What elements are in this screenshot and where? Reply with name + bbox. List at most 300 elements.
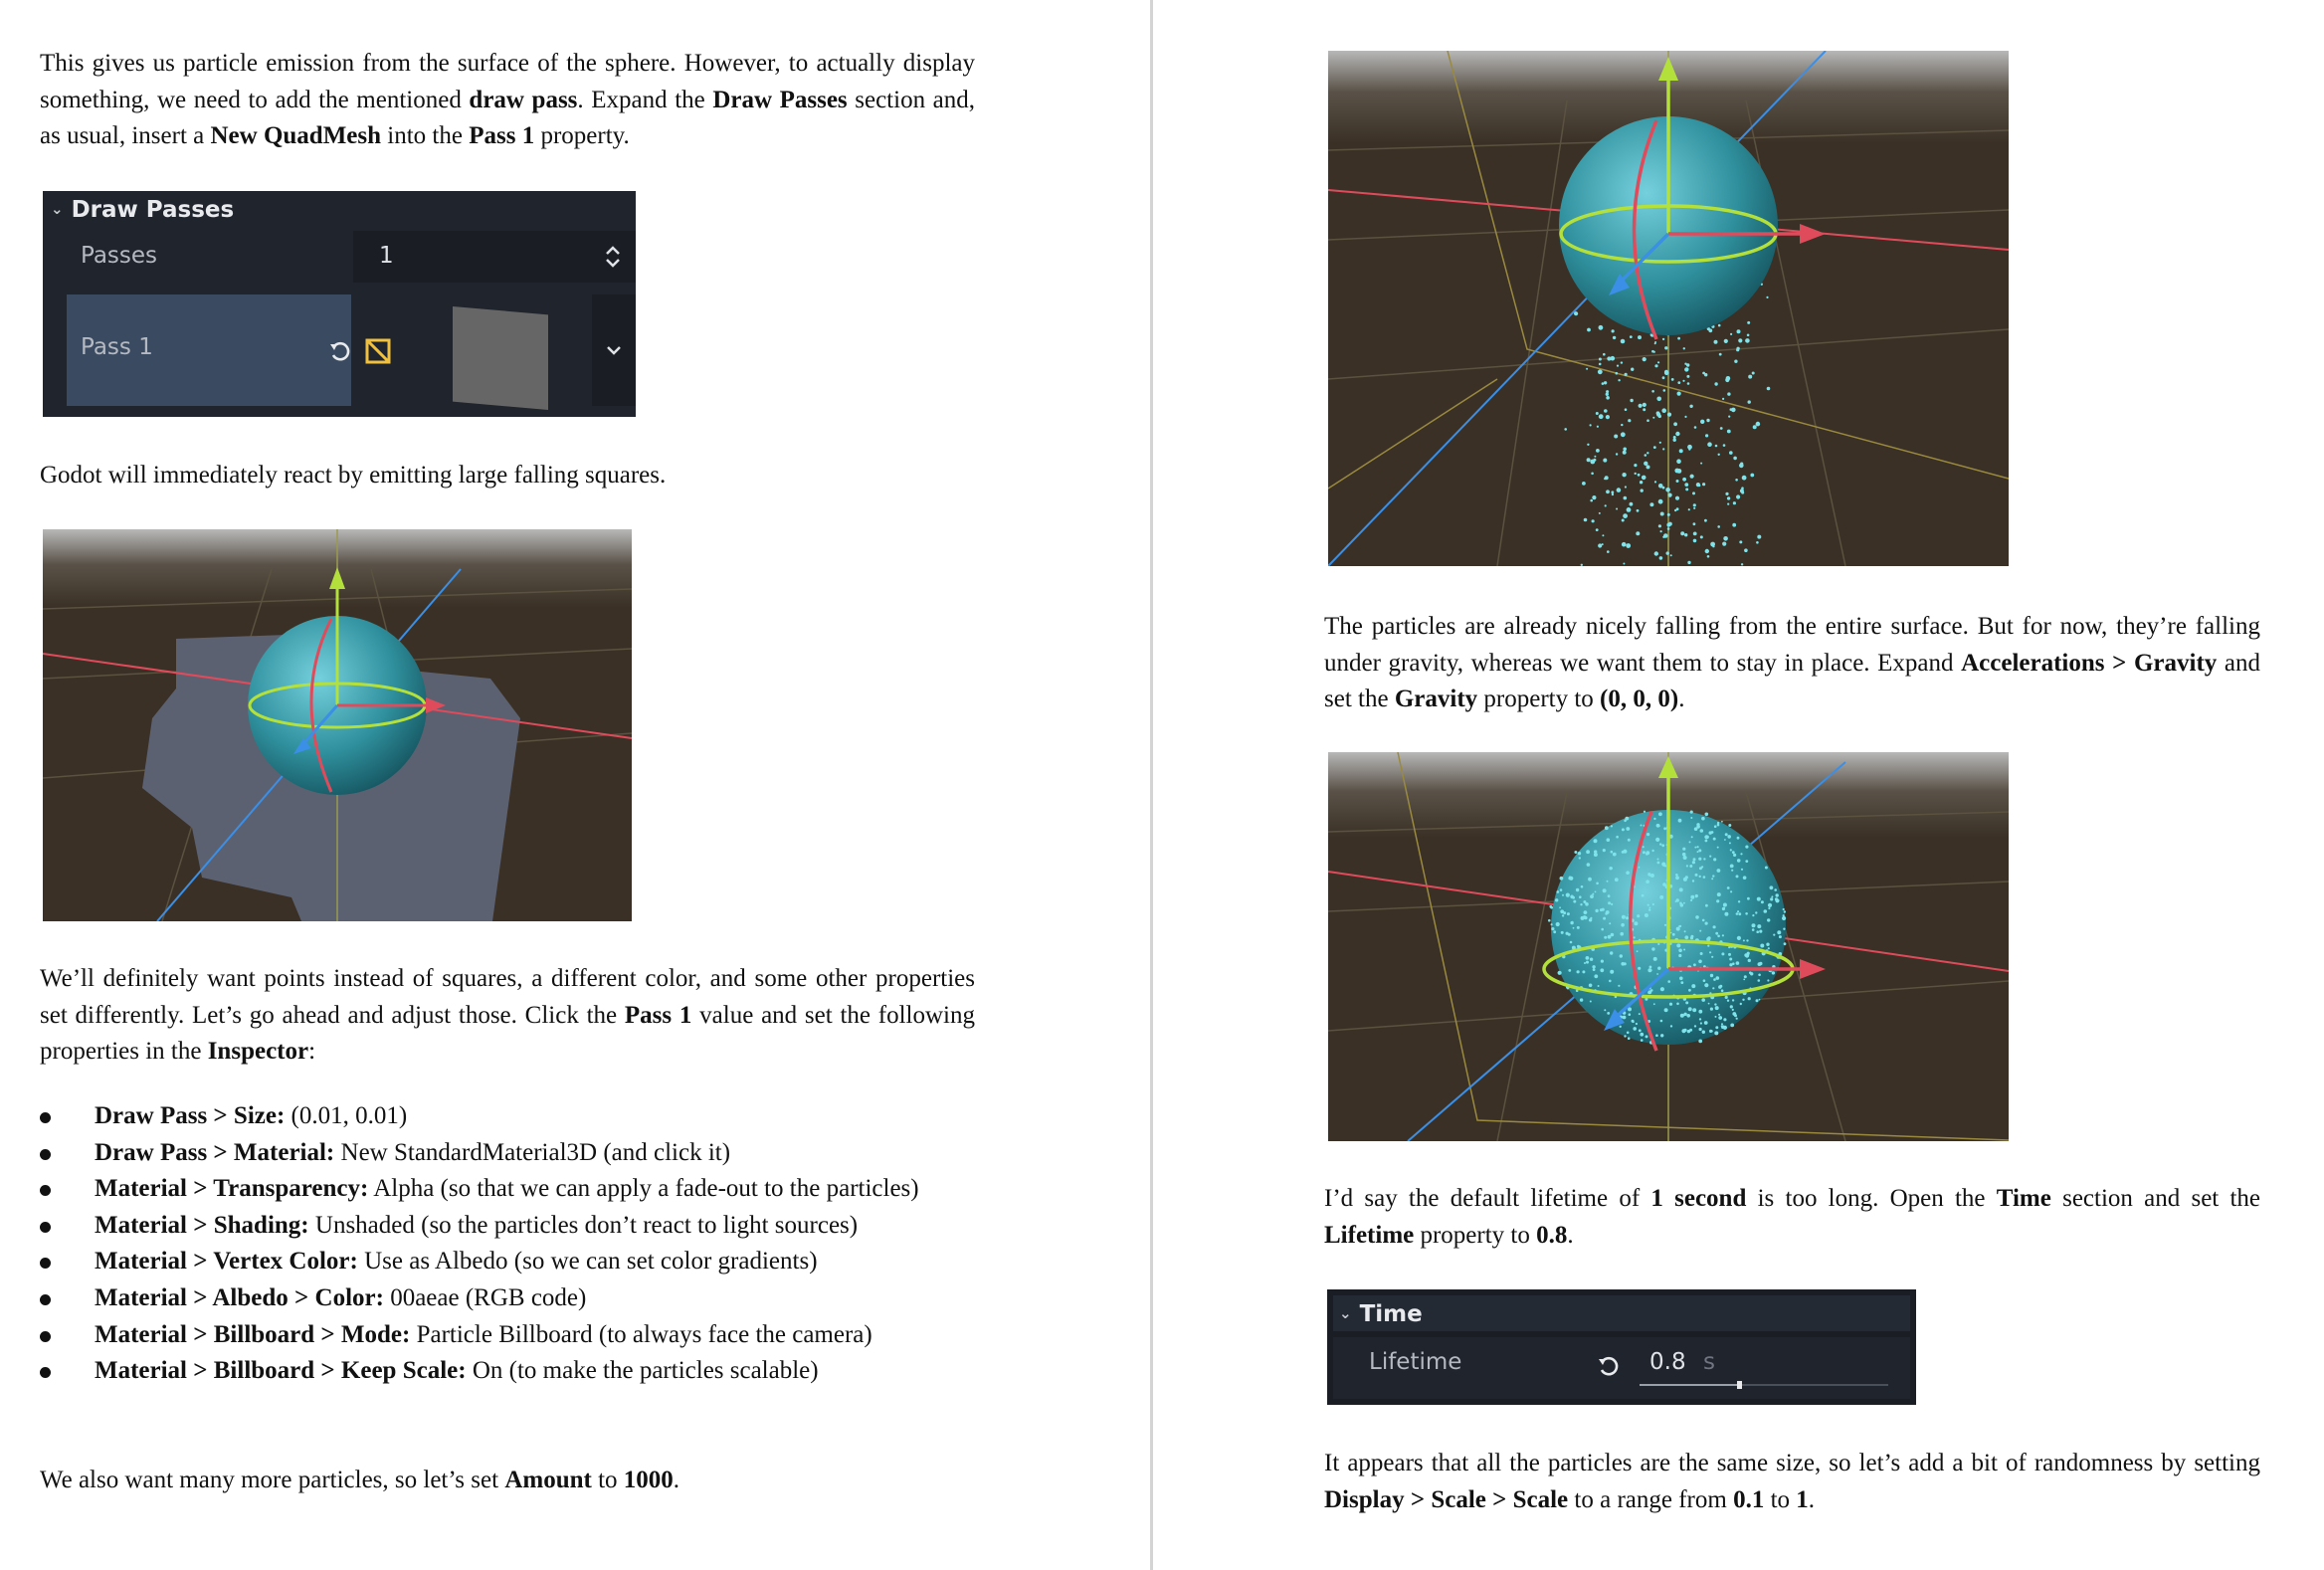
particle-dot <box>1699 930 1701 932</box>
particle-dot <box>1784 942 1787 945</box>
particle-dot <box>1655 838 1659 842</box>
particle-dot <box>1587 444 1589 446</box>
particle-dot <box>1693 858 1696 861</box>
particle-dot <box>1705 434 1708 437</box>
particle-dot <box>1644 462 1647 466</box>
lifetime-slider-knob[interactable] <box>1737 1381 1742 1389</box>
particle-dot <box>1556 922 1560 926</box>
particle-dot <box>1688 508 1690 510</box>
particle-dot <box>1649 966 1652 969</box>
particle-dot <box>1704 519 1707 522</box>
pass1-label: Pass 1 <box>81 334 153 360</box>
particle-dot <box>1755 911 1757 913</box>
particle-dot <box>1599 512 1601 514</box>
spinner-arrows-icon[interactable] <box>604 244 622 270</box>
particle-dot <box>1699 1018 1701 1020</box>
particle-dot <box>1727 886 1730 889</box>
particle-dot <box>1756 541 1759 544</box>
particle-dot <box>1551 923 1553 925</box>
particle-dot <box>1548 919 1551 922</box>
particle-dot <box>1596 528 1599 531</box>
particle-dot <box>1583 900 1586 903</box>
page-divider <box>1150 0 1153 1570</box>
particle-dot <box>1591 473 1594 476</box>
particle-dot <box>1654 551 1658 555</box>
particle-dot <box>1703 876 1706 879</box>
particle-dot <box>1761 900 1764 903</box>
particle-dot <box>1693 539 1697 543</box>
particle-dot <box>1593 968 1596 971</box>
particle-dot <box>1685 488 1688 491</box>
particle-dot <box>1684 483 1688 487</box>
pass1-row <box>43 294 636 406</box>
particle-dot <box>1650 989 1653 992</box>
particle-dot <box>1721 989 1724 992</box>
particle-dot <box>1621 361 1623 363</box>
particle-dot <box>1779 935 1782 938</box>
particle-dot <box>1625 408 1628 411</box>
particle-dot <box>1628 839 1631 842</box>
particle-dot <box>1617 488 1622 492</box>
particle-dot <box>1655 1034 1658 1037</box>
particle-dot <box>1700 535 1703 538</box>
bullet-dot <box>40 1222 51 1233</box>
particle-dot <box>1602 543 1604 545</box>
particle-dot <box>1598 543 1602 547</box>
particle-dot <box>1713 858 1716 861</box>
particle-dot <box>1748 997 1751 1000</box>
bullet-dot <box>40 1294 51 1305</box>
particle-dot <box>1705 922 1708 925</box>
particle-dot <box>1662 448 1664 450</box>
particle-dot <box>1738 338 1742 342</box>
particle-dot <box>1654 364 1657 367</box>
particle-dot <box>1664 1008 1668 1012</box>
particle-dot <box>1678 819 1682 823</box>
particle-dot <box>1782 916 1786 920</box>
particle-dot <box>1566 893 1570 897</box>
list-item: Draw Pass > Material: New StandardMaterial3D (and click it) <box>40 1135 985 1172</box>
particle-dot <box>1692 880 1694 882</box>
particle-dot <box>1590 917 1592 919</box>
particle-dot <box>1682 478 1686 482</box>
particle-dot <box>1732 851 1735 854</box>
particle-dot <box>1570 895 1574 899</box>
lifetime-slider-field[interactable] <box>1636 1341 1896 1393</box>
particle-dot <box>1703 858 1705 860</box>
particle-dot <box>1715 1016 1717 1018</box>
quadmesh-preview <box>453 306 548 410</box>
particle-dot <box>1562 894 1564 896</box>
particle-dot <box>1656 973 1658 975</box>
particle-dot <box>1653 351 1655 353</box>
particle-dot <box>1675 432 1679 436</box>
particle-dot <box>1737 859 1741 863</box>
particle-dot <box>1587 458 1591 462</box>
particle-dot <box>1623 448 1627 452</box>
particle-dot <box>1694 426 1697 429</box>
particle-dot <box>1662 376 1665 379</box>
particle-dot <box>1679 925 1681 927</box>
pass1-value[interactable] <box>353 294 592 406</box>
particle-dot <box>1607 838 1611 842</box>
particle-dot <box>1622 851 1625 854</box>
particle-dot <box>1669 1003 1672 1006</box>
particle-dot <box>1610 970 1614 974</box>
particle-dot <box>1651 850 1653 852</box>
passes-spinbox[interactable] <box>353 231 636 283</box>
particle-dot <box>1637 950 1639 952</box>
particle-dot <box>1691 984 1695 988</box>
particle-dot <box>1564 428 1567 431</box>
particle-dot <box>1743 939 1745 941</box>
particle-dot <box>1687 561 1690 564</box>
particle-dot <box>1630 399 1633 402</box>
particle-dot <box>1688 1007 1692 1011</box>
particle-dot <box>1599 414 1604 419</box>
particle-dot <box>1690 475 1694 479</box>
particle-dot <box>1658 812 1662 816</box>
particle-dot <box>1758 962 1762 966</box>
particle-dot <box>1757 924 1761 928</box>
particle-dot <box>1602 382 1605 385</box>
particle-dot <box>1663 533 1668 538</box>
particle-dot <box>1718 454 1720 456</box>
particle-dot <box>1592 495 1596 499</box>
particle-dot <box>1686 865 1688 867</box>
particle-dot <box>1608 894 1611 897</box>
particle-dot <box>1642 476 1646 481</box>
particle-dot <box>1745 860 1748 863</box>
passes-value: 1 <box>379 243 394 269</box>
particle-dot <box>1611 851 1614 854</box>
particle-dot <box>1673 439 1676 442</box>
particle-dot <box>1731 870 1733 872</box>
particle-dot <box>1698 1010 1702 1014</box>
particle-dot <box>1639 867 1641 869</box>
particle-dot <box>1727 835 1731 839</box>
particle-dot <box>1649 502 1653 506</box>
particle-dot <box>1736 1018 1738 1020</box>
particle-dot <box>1721 1025 1725 1029</box>
particle-dot <box>1668 522 1672 526</box>
particle-dot <box>1756 999 1759 1002</box>
particle-dot <box>1641 1039 1644 1042</box>
particle-dot <box>1584 962 1586 964</box>
particle-dot <box>1718 1014 1720 1016</box>
particle-dot <box>1558 971 1562 975</box>
particle-dot <box>1622 519 1625 522</box>
particle-dot <box>1660 1020 1663 1023</box>
particle-dot <box>1689 405 1692 408</box>
particle-dot <box>1736 348 1739 351</box>
particle-dot <box>1747 334 1750 337</box>
particle-dot <box>1673 422 1677 426</box>
particle-dot <box>1607 881 1609 883</box>
particle-dot <box>1574 311 1578 315</box>
particle-dot <box>1639 1029 1642 1032</box>
particle-dot <box>1677 337 1680 340</box>
particle-dot <box>1606 396 1610 400</box>
particle-dot <box>1738 900 1740 902</box>
particle-dot <box>1725 833 1728 836</box>
particle-dot <box>1643 357 1646 361</box>
particle-dot <box>1625 486 1627 488</box>
time-panel <box>1327 1289 1916 1405</box>
particle-dot <box>1710 1008 1713 1011</box>
particle-dot <box>1600 968 1604 972</box>
particle-dot <box>1598 369 1603 374</box>
particle-dot <box>1630 502 1634 506</box>
particle-dot <box>1721 952 1724 955</box>
particle-dot <box>1646 465 1650 469</box>
particle-dot <box>1703 979 1706 982</box>
particle-dot <box>1594 974 1598 978</box>
particle-dot <box>1707 442 1712 447</box>
particle-dot <box>1549 905 1552 908</box>
particle-dot <box>1741 869 1743 871</box>
particle-dot <box>1577 926 1580 929</box>
particle-dot <box>1657 943 1659 945</box>
particle-dot <box>1766 943 1769 946</box>
particle-dot <box>1733 854 1736 857</box>
particle-dot <box>1698 485 1700 487</box>
particle-dot <box>1764 909 1768 913</box>
particle-dot <box>1617 365 1619 367</box>
particle-dot <box>1704 1021 1708 1025</box>
particle-dot <box>1730 333 1732 335</box>
particle-dot <box>1699 867 1702 870</box>
particle-dot <box>1758 974 1761 977</box>
particle-dot <box>1722 934 1724 936</box>
particle-dot <box>1756 422 1761 427</box>
particle-dot <box>1736 961 1740 965</box>
property-bullet-list <box>40 1098 985 1390</box>
particle-dot <box>1692 861 1695 864</box>
particle-dot <box>1745 338 1750 343</box>
particle-dot <box>1603 917 1606 920</box>
particle-dot <box>1596 412 1599 415</box>
time-header[interactable] <box>1339 1295 1423 1331</box>
particle-dot <box>1650 969 1652 971</box>
particle-dot <box>1770 897 1773 900</box>
particle-dot <box>1768 903 1772 907</box>
particle-dot <box>1594 456 1596 458</box>
paragraph-falling-squares: Godot will immediately react by emitting large falling squares. <box>40 462 667 489</box>
particle-dot <box>1654 341 1656 343</box>
particle-dot <box>1603 888 1607 892</box>
particle-dot <box>1602 908 1605 911</box>
particle-dot <box>1706 836 1709 839</box>
particle-dot <box>1696 823 1699 826</box>
pass1-dropdown[interactable] <box>592 294 636 406</box>
particle-dot <box>1615 878 1619 882</box>
particle-dot <box>1768 907 1770 909</box>
particle-dot <box>1724 912 1728 916</box>
particle-dot <box>1643 846 1645 848</box>
particle-dot <box>1573 927 1575 929</box>
bullet-dot <box>40 1331 51 1342</box>
particle-dot <box>1638 474 1641 477</box>
pass1-property[interactable] <box>67 294 351 406</box>
particle-dot <box>1594 839 1598 843</box>
particle-dot <box>1570 921 1573 924</box>
particle-dot <box>1698 1040 1702 1044</box>
particle-dot <box>1723 903 1727 907</box>
particle-dot <box>1704 373 1707 376</box>
draw-passes-header[interactable] <box>51 191 234 227</box>
particle-dot <box>1690 817 1692 819</box>
particle-dot <box>1581 885 1584 888</box>
particle-dot <box>1659 895 1663 899</box>
particle-dot <box>1646 1035 1648 1038</box>
quadmesh-icon <box>365 338 391 364</box>
particle-dot <box>1718 985 1721 988</box>
particle-dot <box>1707 945 1709 947</box>
paragraph-draw-pass-intro: This gives us particle emission from the surface of the sphere. However, to actually display something, we need to add the mentioned draw pass. Expand the Draw Passes section and, as usual, insert a New QuadMesh into the Pass 1 property. <box>40 50 975 149</box>
particle-dot <box>1727 1000 1729 1002</box>
particle-dot <box>1597 426 1599 428</box>
particle-dot <box>1667 980 1670 983</box>
particle-dot <box>1596 449 1600 453</box>
bullet-dot <box>40 1112 51 1123</box>
particle-dot <box>1657 859 1659 861</box>
particle-dot <box>1676 480 1679 483</box>
chevron-down-icon: ⌄ <box>51 200 64 218</box>
particle-dot <box>1710 974 1713 977</box>
particle-dot <box>1676 927 1680 931</box>
particle-dot <box>1784 910 1786 912</box>
particle-dot <box>1721 1023 1723 1025</box>
particle-dot <box>1715 1026 1718 1029</box>
particle-dot <box>1725 996 1728 999</box>
particle-dot <box>1698 858 1701 861</box>
particle-dot <box>1612 329 1615 332</box>
particle-dot <box>1604 459 1607 462</box>
particle-dot <box>1590 499 1593 502</box>
particle-dot <box>1690 899 1692 901</box>
particle-dot <box>1662 338 1664 340</box>
particle-dot <box>1714 1003 1716 1005</box>
particle-dot <box>1709 831 1712 834</box>
particle-dot <box>1692 1008 1696 1012</box>
particle-dot <box>1742 999 1744 1001</box>
particle-dot <box>1622 473 1626 477</box>
draw-passes-title: Draw Passes <box>71 197 235 223</box>
particle-dot <box>1736 912 1739 915</box>
particle-dot <box>1618 985 1620 987</box>
particle-dot <box>1620 932 1624 936</box>
particle-dot <box>1694 827 1698 831</box>
particle-dot <box>1616 836 1619 839</box>
particle-dot <box>1636 1023 1638 1025</box>
particle-dot <box>1684 935 1688 939</box>
particle-dot <box>1570 941 1573 944</box>
particle-dot <box>1661 408 1666 413</box>
particle-dot <box>1730 849 1732 851</box>
particle-dot <box>1737 837 1740 840</box>
list-item: Material > Vertex Color: Use as Albedo (so we can set color gradients) <box>40 1244 985 1280</box>
particle-dot <box>1720 427 1723 430</box>
particle-dot <box>1717 847 1719 849</box>
particle-dot <box>1721 821 1723 823</box>
particle-dot <box>1607 1012 1610 1015</box>
particle-dot <box>1660 512 1664 516</box>
list-item: Material > Billboard > Mode: Particle Billboard (to always face the camera) <box>40 1317 985 1354</box>
particle-dot <box>1683 856 1687 860</box>
list-item: Material > Billboard > Keep Scale: On (to make the particles scalable) <box>40 1353 985 1390</box>
particle-dot <box>1719 353 1722 356</box>
time-title: Time <box>1359 1301 1423 1327</box>
lifetime-unit: s <box>1703 1349 1715 1375</box>
particle-dot <box>1657 862 1660 865</box>
particle-dot <box>1717 935 1720 938</box>
particle-dot <box>1646 452 1648 454</box>
particle-dot <box>1732 1012 1736 1016</box>
particle-dot <box>1623 451 1627 455</box>
particle-dot <box>1653 446 1656 449</box>
particle-dot <box>1713 925 1716 928</box>
particle-dot <box>1714 340 1718 344</box>
revert-icon[interactable] <box>1596 1353 1622 1379</box>
particle-dot <box>1714 382 1717 385</box>
paragraph-adjust-properties: We’ll definitely want points instead of squares, a different color, and some other properties set differently. Let’s go ahead and adjust those. Click the Pass 1 value and set the following properties in the Inspector: <box>40 965 975 1065</box>
particle-dot <box>1730 408 1733 411</box>
particle-dot <box>1683 902 1685 904</box>
particle-dot <box>1690 895 1694 899</box>
particle-dot <box>1588 878 1592 882</box>
particle-dot <box>1776 893 1779 896</box>
particle-dot <box>1717 822 1719 824</box>
particle-dot <box>1727 430 1731 434</box>
particle-dot <box>1679 449 1683 453</box>
revert-icon[interactable] <box>327 338 353 364</box>
particle-dot <box>1621 339 1626 344</box>
particle-dot <box>1604 409 1608 413</box>
particle-dot <box>1620 954 1623 957</box>
particle-dot <box>1639 1013 1641 1015</box>
particle-dot <box>1716 899 1719 902</box>
particle-dot <box>1675 876 1679 880</box>
particle-dot <box>1651 390 1654 393</box>
particle-dot <box>1629 1013 1632 1016</box>
particle-dot <box>1783 908 1785 910</box>
particle-dot <box>1586 956 1590 960</box>
particle-dot <box>1624 1035 1626 1037</box>
particle-dot <box>1633 1027 1637 1031</box>
particle-dot <box>1590 1001 1592 1003</box>
particle-dot <box>1705 813 1709 817</box>
particle-dot <box>1634 464 1637 467</box>
particle-dot <box>1562 914 1564 916</box>
particle-dot <box>1638 335 1642 339</box>
particle-dot <box>1740 463 1743 466</box>
particle-dot <box>1606 415 1610 419</box>
particle-dot <box>1701 998 1705 1002</box>
list-item: Material > Shading: Unshaded (so the particles don’t react to light sources) <box>40 1208 985 1245</box>
particle-dot <box>1693 963 1696 966</box>
particle-dot <box>1646 419 1649 422</box>
particle-dot <box>1700 952 1703 955</box>
particle-dot <box>1723 444 1726 447</box>
particle-dot <box>1643 403 1646 407</box>
particle-dot <box>1659 843 1661 845</box>
particle-dot <box>1627 1032 1630 1035</box>
particle-dot <box>1621 923 1625 927</box>
particle-dot <box>1783 928 1785 930</box>
particle-dot <box>1665 488 1670 492</box>
particle-dot <box>1684 416 1686 418</box>
